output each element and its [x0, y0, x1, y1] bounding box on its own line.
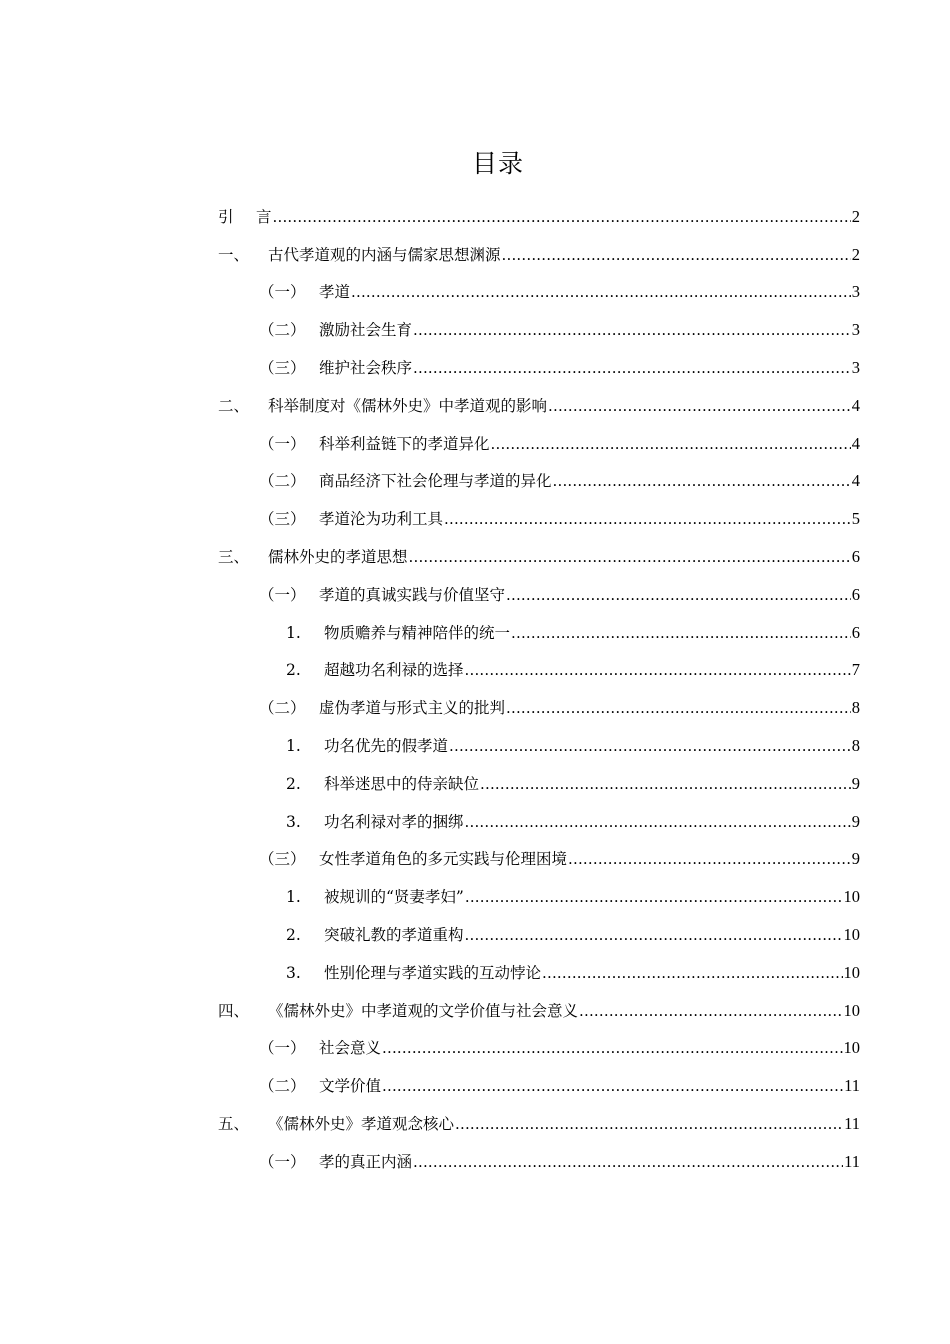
toc-entry-label: 孝的真正内涵 — [319, 1152, 413, 1171]
dot-leader — [542, 963, 842, 983]
toc-entry-number: （一） — [259, 434, 306, 453]
toc-entry-subsection-3-3-3[interactable] — [218, 954, 860, 992]
toc-entry-page: 7 — [851, 660, 860, 680]
dot-leader — [553, 471, 851, 491]
toc-entry-number: （一） — [259, 1152, 306, 1171]
toc-entry-number: 三、 — [218, 548, 250, 567]
dot-leader — [465, 925, 843, 945]
toc-entry-number: 1. — [286, 737, 301, 756]
dot-leader — [480, 774, 851, 794]
toc-entry-number: 一、 — [218, 245, 250, 264]
dot-leader — [413, 1152, 843, 1172]
toc-entry-chapter-4[interactable] — [218, 992, 860, 1030]
toc-entry-label: 孝道 — [319, 283, 351, 302]
dot-leader — [455, 1114, 843, 1134]
dot-leader — [568, 849, 851, 869]
toc-entry-label: 物质赡养与精神陪伴的统一 — [324, 623, 511, 642]
toc-entry-number: 2. — [286, 774, 301, 793]
toc-entry-label: 文学价值 — [319, 1077, 382, 1096]
toc-entry-label: 社会意义 — [319, 1039, 382, 1058]
toc-entry-label: 超越功名利禄的选择 — [324, 661, 464, 680]
toc-entry-page: 4 — [851, 471, 860, 491]
dot-leader — [579, 1001, 842, 1021]
toc-entry-chapter-2[interactable] — [218, 387, 860, 425]
toc-entry-subsection-3-2-2[interactable] — [218, 765, 860, 803]
table-of-contents — [218, 198, 860, 1181]
dot-leader — [413, 358, 851, 378]
toc-entry-label: 突破礼教的孝道重构 — [324, 926, 464, 945]
toc-entry-page: 9 — [851, 773, 860, 793]
toc-entry-page: 9 — [851, 811, 860, 831]
dot-leader — [382, 1038, 842, 1058]
dot-leader — [465, 887, 843, 907]
toc-entry-section-3-1[interactable] — [218, 576, 860, 614]
toc-entry-section-4-2[interactable] — [218, 1067, 860, 1105]
toc-entry-subsection-3-2-1[interactable] — [218, 727, 860, 765]
toc-entry-chapter-5[interactable] — [218, 1105, 860, 1143]
toc-entry-number: （一） — [259, 585, 306, 604]
toc-entry-subsection-3-1-2[interactable] — [218, 652, 860, 690]
dot-leader — [506, 698, 851, 718]
toc-entry-chapter-3[interactable] — [218, 538, 860, 576]
toc-entry-label: 科举制度对《儒林外史》中孝道观的影响 — [268, 396, 548, 415]
toc-entry-number: （二） — [259, 1077, 306, 1096]
toc-entry-number: 四、 — [218, 1001, 250, 1020]
toc-entry-label: 性别伦理与孝道实践的互动悖论 — [324, 963, 542, 982]
dot-leader — [409, 547, 851, 567]
toc-entry-label: 言 — [256, 207, 272, 226]
toc-entry-page: 6 — [851, 622, 860, 642]
toc-entry-label: 功名利禄对孝的捆绑 — [324, 812, 464, 831]
toc-entry-page: 11 — [844, 1114, 860, 1134]
toc-entry-page: 4 — [851, 433, 860, 453]
toc-entry-subsection-3-2-3[interactable] — [218, 803, 860, 841]
toc-entry-number: 3. — [286, 963, 301, 982]
dot-leader — [382, 1076, 843, 1096]
toc-entry-number: （二） — [259, 699, 306, 718]
toc-entry-page: 10 — [843, 1000, 860, 1020]
toc-title: 目录 — [471, 149, 524, 178]
toc-entry-number: 2. — [286, 926, 301, 945]
toc-entry-label: 孝道的真诚实践与价值坚守 — [319, 585, 506, 604]
toc-entry-section-2-1[interactable] — [218, 425, 860, 463]
toc-entry-number: （一） — [259, 283, 306, 302]
toc-entry-label: 《儒林外史》孝道观念核心 — [268, 1115, 455, 1134]
dot-leader — [413, 320, 851, 340]
toc-entry-page: 11 — [844, 1151, 860, 1171]
toc-entry-number: 五、 — [218, 1115, 250, 1134]
toc-entry-label: 功名优先的假孝道 — [324, 737, 449, 756]
toc-entry-section-5-1[interactable] — [218, 1143, 860, 1181]
toc-entry-number: （一） — [259, 1039, 306, 1058]
toc-entry-page: 8 — [851, 736, 860, 756]
toc-entry-label: 激励社会生育 — [319, 321, 413, 340]
toc-entry-subsection-3-1-1[interactable] — [218, 614, 860, 652]
toc-entry-label: 儒林外史的孝道思想 — [268, 548, 408, 567]
toc-entry-page: 3 — [851, 282, 860, 302]
toc-entry-label: 女性孝道角色的多元实践与伦理困境 — [319, 850, 568, 869]
toc-entry-number: （二） — [259, 321, 306, 340]
dot-leader — [273, 207, 851, 227]
toc-entry-page: 3 — [851, 358, 860, 378]
dot-leader — [491, 434, 851, 454]
toc-entry-page: 2 — [851, 244, 860, 264]
dot-leader — [449, 736, 851, 756]
toc-entry-page: 10 — [843, 925, 860, 945]
toc-entry-page: 6 — [851, 547, 860, 567]
toc-entry-label: 被规训的“贤妻孝妇” — [324, 888, 464, 907]
toc-entry-number: （二） — [259, 472, 306, 491]
dot-leader — [444, 509, 851, 529]
toc-entry-page: 10 — [843, 1038, 860, 1058]
toc-entry-label: 虚伪孝道与形式主义的批判 — [319, 699, 506, 718]
toc-entry-number: 3. — [286, 812, 301, 831]
toc-entry-section-1-2[interactable] — [218, 311, 860, 349]
toc-entry-label: 商品经济下社会伦理与孝道的异化 — [319, 472, 552, 491]
toc-entry-label: 古代孝道观的内涵与儒家思想渊源 — [268, 245, 501, 264]
dot-leader — [351, 282, 851, 302]
toc-entry-page: 9 — [851, 849, 860, 869]
toc-entry-page: 4 — [851, 395, 860, 415]
toc-entry-label: 科举迷思中的侍亲缺位 — [324, 774, 480, 793]
toc-entry-chapter-1[interactable] — [218, 236, 860, 274]
toc-entry-label: 《儒林外史》中孝道观的文学价值与社会意义 — [268, 1001, 579, 1020]
toc-entry-section-2-3[interactable] — [218, 500, 860, 538]
toc-entry-number: 二、 — [218, 396, 250, 415]
toc-entry-section-3-2[interactable] — [218, 689, 860, 727]
toc-entry-number: （三） — [259, 510, 306, 529]
dot-leader — [502, 245, 851, 265]
toc-entry-label: 科举利益链下的孝道异化 — [319, 434, 490, 453]
toc-entry-page: 3 — [851, 320, 860, 340]
dot-leader — [506, 585, 851, 605]
toc-entry-section-1-3[interactable] — [218, 349, 860, 387]
toc-entry-number: 1. — [286, 888, 301, 907]
toc-entry-subsection-3-3-2[interactable] — [218, 916, 860, 954]
toc-entry-label: 孝道沦为功利工具 — [319, 510, 444, 529]
toc-entry-page: 6 — [851, 584, 860, 604]
toc-entry-section-1-1[interactable] — [218, 274, 860, 312]
toc-entry-page: 10 — [843, 887, 860, 907]
toc-entry-subsection-3-3-1[interactable] — [218, 878, 860, 916]
toc-entry-page: 5 — [851, 509, 860, 529]
toc-entry-number: 1. — [286, 623, 301, 642]
toc-entry-section-3-3[interactable] — [218, 841, 860, 879]
toc-entry-section-4-1[interactable] — [218, 1030, 860, 1068]
toc-entry-page: 8 — [851, 698, 860, 718]
toc-entry-page: 11 — [844, 1076, 860, 1096]
toc-entry-number: （三） — [259, 359, 306, 378]
toc-entry-label: 维护社会秩序 — [319, 359, 413, 378]
toc-entry-introduction[interactable] — [218, 198, 860, 236]
dot-leader — [548, 396, 851, 416]
toc-entry-page: 10 — [843, 962, 860, 982]
toc-entry-number: 引 — [218, 207, 234, 226]
toc-entry-number: 2. — [286, 661, 301, 680]
toc-entry-number: （三） — [259, 850, 306, 869]
dot-leader — [465, 660, 851, 680]
toc-entry-page: 2 — [851, 206, 860, 226]
dot-leader — [465, 812, 851, 832]
dot-leader — [511, 623, 851, 643]
toc-entry-section-2-2[interactable] — [218, 463, 860, 501]
